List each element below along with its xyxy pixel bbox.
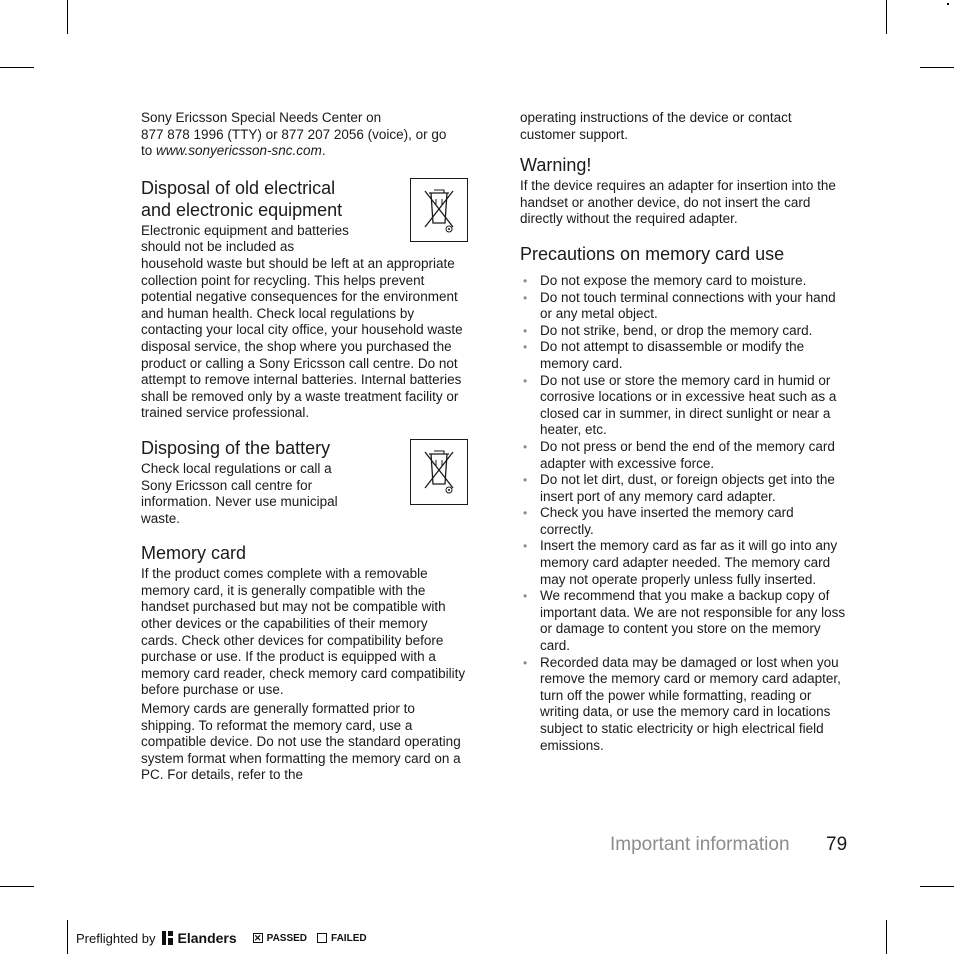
crossed-out-wheelie-bin-icon	[410, 439, 468, 505]
intro-line: to	[141, 143, 157, 159]
intro-paragraph	[141, 110, 468, 160]
preflight-label: Preflighted by	[76, 930, 156, 946]
list-item-text: Do not let dirt, dust, or foreign objects get into the insert port of any memory card adapter.	[540, 472, 835, 504]
crop-mark	[0, 886, 34, 887]
list-item-text: Do not touch terminal connections with your hand or any metal object.	[540, 289, 836, 322]
website-link[interactable]: www.sonyericsson-snc.com	[156, 143, 322, 159]
heading-line: Disposal of old electrical	[141, 177, 336, 198]
bullet-icon: •	[523, 290, 528, 305]
warning-body: If the device requires an adapter for insertion into the handset or another device, do not insert the card directly without the required adapter.	[520, 178, 836, 227]
disposal-heading	[141, 177, 369, 221]
memory-card-heading: Memory card	[141, 543, 247, 564]
bullet-icon: •	[523, 340, 528, 355]
crop-mark	[886, 0, 887, 34]
crop-mark	[67, 920, 68, 954]
crop-dot	[947, 3, 949, 5]
page-number: 79	[826, 834, 848, 855]
passed-indicator	[253, 933, 307, 944]
crop-mark	[920, 886, 954, 887]
bullet-icon: •	[523, 589, 528, 604]
bullet-icon: •	[523, 655, 528, 670]
list-item-text: Recorded data may be damaged or lost when you remove the memory card or memory card adapter, turn off the power while formatting, reading or writing data, or use the memory card in locations subject to static electricity or high electrical field emissions.	[540, 654, 841, 753]
body-line: Electronic equipment and batteries	[141, 222, 349, 238]
bullet-icon: •	[523, 323, 528, 338]
list-item	[520, 439, 847, 472]
crop-mark	[920, 67, 954, 68]
body-line: should not be included as	[141, 239, 295, 255]
failed-label: FAILED	[331, 932, 367, 944]
list-item-text: Do not press or bend the end of the memory card adapter with excessive force.	[540, 438, 835, 471]
list-item	[520, 323, 847, 340]
bullet-icon: •	[523, 539, 528, 554]
body-text: household waste but should be left at an appropriate collection point for recycling. This helps prevent potential negative consequences for the environment and human health. Check local regulations by contacting your local city office, your household waste disposal service, the shop where you purchased the product or calling a Sony Ericsson call centre. Do not attempt to remove internal batteries. Internal batteries shall be removed only by a waste treatment facility or trained service professional.	[141, 255, 463, 421]
list-item	[520, 588, 847, 654]
memory-card-para2: Memory cards are generally formatted prior to shipping. To reformat the memory card, use a compatible device. Do not use the standard operating system format when formatting the memory card on a PC. For details, refer to the	[141, 701, 461, 783]
bullet-icon: •	[523, 473, 528, 488]
bullet-icon: •	[523, 439, 528, 454]
list-item	[520, 472, 847, 505]
list-item	[520, 339, 847, 372]
elanders-brand-text: Elanders	[177, 930, 237, 946]
precautions-list	[520, 273, 847, 754]
list-item	[520, 538, 847, 588]
list-item-text: Check you have inserted the memory card correctly.	[540, 505, 794, 537]
passed-checkbox-icon: ✕	[253, 933, 262, 943]
list-item-text: Do not expose the memory card to moisture.	[540, 272, 807, 288]
left-column	[141, 110, 468, 784]
heading-line: and electronic equipment	[141, 199, 343, 220]
preflight-stamp	[76, 928, 367, 948]
list-item	[520, 273, 847, 290]
battery-section	[141, 437, 468, 527]
battery-body: Check local regulations or call a Sony Ericsson call centre for information. Never use municipal waste.	[141, 460, 338, 526]
right-column	[520, 110, 847, 754]
bullet-icon: •	[523, 373, 528, 388]
crop-mark	[0, 67, 34, 68]
precautions-heading: Precautions on memory card use	[520, 243, 785, 264]
intro-line: Sony Ericsson Special Needs Center on	[141, 110, 382, 125]
failed-indicator	[317, 933, 367, 944]
disposal-section	[141, 177, 468, 422]
intro-line: 877 878 1996 (TTY) or 877 207 2056 (voice), or go	[141, 126, 447, 142]
failed-checkbox-icon	[317, 933, 327, 943]
memory-card-para1: If the product comes complete with a removable memory card, it is generally compatible with the handset purchased but may not be compatible with other devices or the capabilities of their memory cards. Check other devices for compatibility before purchase or use. If the product is equipped with a memory card reader, check memory card compatibility before purchase or use.	[141, 566, 466, 698]
list-item-text: Do not strike, bend, or drop the memory card.	[540, 322, 813, 338]
crossed-out-wheelie-bin-icon	[410, 178, 468, 242]
list-item	[520, 290, 847, 323]
battery-heading: Disposing of the battery	[141, 437, 331, 458]
continuation-text: operating instructions of the device or contact customer support.	[520, 110, 792, 142]
crop-mark	[886, 920, 887, 954]
crop-mark	[67, 0, 68, 34]
elanders-logo	[162, 930, 237, 946]
disposal-body	[141, 223, 468, 422]
intro-period: .	[321, 143, 326, 159]
list-item	[520, 505, 847, 538]
list-item	[520, 655, 847, 755]
list-item-text: Do not attempt to disassemble or modify the memory card.	[540, 339, 805, 371]
list-item-text: Do not use or store the memory card in humid or corrosive locations or in excessive heat such as a closed car in summer, in direct sunlight or near a heater, etc.	[540, 372, 837, 438]
elanders-mark-icon	[162, 931, 174, 945]
bullet-icon: •	[523, 506, 528, 521]
bullet-icon: •	[523, 273, 528, 288]
memory-card-section	[141, 542, 468, 784]
list-item-text: We recommend that you make a backup copy of important data. We are not responsible for any loss or damage to content you store on the memory card.	[540, 588, 846, 654]
list-item	[520, 373, 847, 439]
footer-section-title: Important information	[610, 834, 790, 855]
warning-heading: Warning!	[520, 155, 592, 176]
list-item-text: Insert the memory card as far as it will go into any memory card adapter needed. The memory card may not operate properly unless fully inserted.	[540, 538, 838, 587]
passed-label: PASSED	[266, 932, 308, 944]
